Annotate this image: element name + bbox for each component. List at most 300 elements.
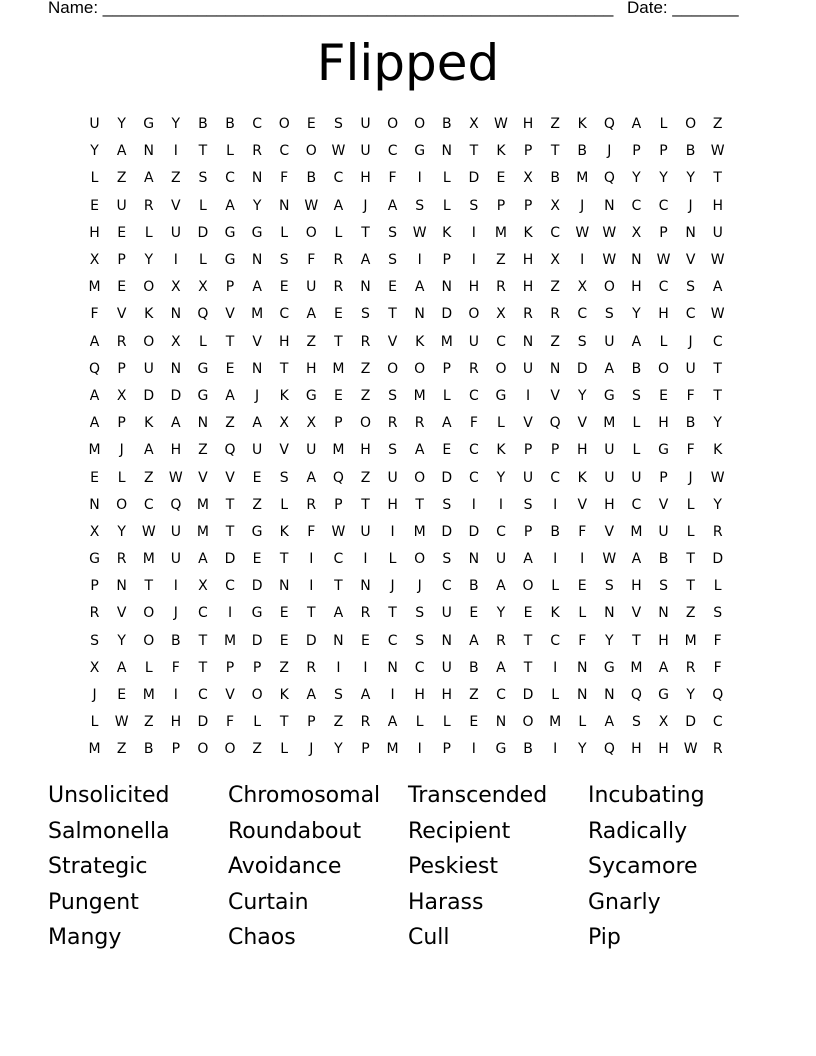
grid-letter: A [143,170,154,187]
grid-letter: B [171,632,181,649]
grid-letter: Z [360,387,371,404]
grid-letter: K [442,224,452,241]
grid-letter: Z [496,252,506,269]
grid-letter: O [495,360,507,377]
grid-letter: V [225,306,235,323]
grid-letter: L [713,578,722,595]
grid-letter: V [658,496,669,513]
grid-letter: F [578,632,587,649]
grid-letter: I [227,605,233,622]
grid-letter: G [305,387,317,404]
grid-letter: R [523,306,533,323]
grid-letter: N [387,659,398,676]
grid-letter: U [360,523,371,540]
grid-letter: F [280,170,289,187]
grid-row [81,573,731,600]
word-bank-item: Unsolicited [48,783,170,808]
grid-letter: P [307,714,316,731]
grid-letter: P [225,659,235,676]
grid-letter: C [550,224,561,241]
grid-letter: X [89,252,100,269]
grid-letter: A [496,578,506,595]
grid-letter: C [496,333,506,350]
grid-letter: E [469,605,479,622]
grid-letter: D [468,170,480,187]
grid-letter: X [198,578,208,595]
grid-letter: C [577,306,588,323]
grid-letter: N [604,197,615,214]
grid-letter: H [658,306,669,323]
grid-letter: A [252,279,262,296]
grid-letter: F [713,632,722,649]
grid-letter: X [306,415,317,432]
grid-letter: G [603,659,615,676]
grid-letter: N [360,279,371,296]
grid-letter: D [441,523,453,540]
grid-letter: P [171,741,181,758]
grid-letter: P [632,143,641,160]
grid-letter: U [306,279,317,296]
grid-letter: X [116,387,127,404]
grid-letter: E [388,279,397,296]
grid-letter: K [279,687,289,704]
grid-letter: P [523,143,533,160]
grid-letter: R [360,605,371,622]
grid-letter: F [686,442,695,459]
grid-letter: S [415,197,425,214]
grid-letter: U [712,224,723,241]
grid-letter: S [361,306,370,323]
grid-letter: N [441,279,452,296]
grid-letter: Z [143,469,154,486]
grid-letter: A [658,659,669,676]
grid-letter: I [390,523,395,540]
grid-letter: H [522,252,534,269]
grid-letter: Z [143,714,154,731]
grid-letter: S [388,442,398,459]
grid-letter: I [471,224,476,241]
grid-letter: Z [333,714,344,731]
grid-letter: B [658,551,669,568]
grid-letter: N [116,578,127,595]
grid-letter: V [550,387,560,404]
grid-letter: C [333,551,344,568]
grid-letter: C [658,197,669,214]
grid-letter: V [171,197,181,214]
grid-letter: K [496,442,506,459]
grid-row [81,356,731,383]
grid-letter: A [89,415,100,432]
grid-letter: X [171,279,181,296]
grid-letter: U [360,116,371,133]
grid-letter: W [683,741,698,758]
grid-letter: T [469,143,479,160]
grid-letter: I [525,387,531,404]
grid-letter: T [523,659,533,676]
grid-letter: V [116,605,127,622]
grid-letter: B [143,741,154,758]
grid-letter: K [577,469,587,486]
grid-letter: J [92,687,97,704]
grid-letter: C [387,143,398,160]
grid-letter: Q [549,415,561,432]
grid-letter: F [90,306,99,323]
grid-letter: O [143,632,155,649]
grid-letter: E [333,306,343,323]
grid-letter: Q [170,496,182,513]
grid-letter: E [496,170,506,187]
grid-letter: M [630,523,643,540]
grid-letter: S [442,496,452,513]
grid-letter: I [471,741,476,758]
grid-letter: R [685,659,696,676]
grid-letter: M [88,442,101,459]
grid-letter: Q [224,442,236,459]
grid-letter: D [170,387,182,404]
grid-letter: W [412,224,427,241]
grid-letter: O [603,279,615,296]
grid-letter: P [496,197,506,214]
grid-letter: O [143,605,155,622]
grid-letter: J [607,143,612,160]
grid-letter: K [144,306,154,323]
grid-letter: O [278,116,290,133]
grid-letter: K [415,333,425,350]
grid-letter: H [441,687,453,704]
grid-letter: N [495,714,507,731]
grid-row [81,682,731,709]
grid-letter: M [494,224,507,241]
grid-letter: O [468,306,480,323]
grid-letter: G [89,551,100,568]
grid-letter: S [333,116,343,133]
grid-letter: I [173,143,178,160]
grid-letter: S [388,224,398,241]
grid-letter: I [309,578,314,595]
grid-letter: Y [577,741,587,758]
grid-letter: N [170,306,182,323]
grid-letter: J [688,469,693,486]
grid-letter: H [278,333,290,350]
grid-letter: B [631,360,642,377]
grid-letter: Y [605,632,614,649]
grid-letter: K [144,415,154,432]
grid-letter: N [197,415,209,432]
grid-letter: G [603,387,615,404]
grid-letter: R [116,551,127,568]
word-bank-item: Avoidance [228,854,342,879]
grid-letter: Q [603,741,615,758]
grid-letter: U [387,469,398,486]
grid-letter: C [550,469,561,486]
grid-letter: H [522,279,534,296]
grid-letter: L [199,333,207,350]
grid-letter: P [90,578,99,595]
grid-letter: D [197,224,209,241]
grid-letter: O [522,714,534,731]
grid-letter: A [414,442,425,459]
grid-letter: O [305,224,317,241]
grid-letter: M [142,687,155,704]
grid-letter: F [307,523,316,540]
grid-letter: U [522,469,534,486]
grid-letter: A [712,279,723,296]
grid-letter: X [89,523,100,540]
grid-letter: T [198,143,208,160]
grid-letter: N [89,496,100,513]
grid-letter: Z [360,360,371,377]
grid-letter: P [442,741,451,758]
grid-letter: W [602,224,617,241]
grid-letter: F [469,415,478,432]
word-bank-item: Pip [588,925,621,950]
grid-letter: Y [686,687,695,704]
grid-letter: U [89,116,100,133]
grid-letter: M [576,170,589,187]
grid-letter: Z [198,442,208,459]
grid-letter: Y [686,170,695,187]
grid-letter: A [441,415,452,432]
grid-letter: O [414,360,426,377]
grid-letter: H [414,687,425,704]
grid-letter: Y [117,523,126,540]
grid-letter: U [170,551,181,568]
grid-letter: T [415,496,424,513]
grid-letter: Q [712,687,724,704]
grid-letter: H [631,578,642,595]
grid-letter: H [360,170,371,187]
grid-letter: R [306,496,317,513]
grid-letter: M [413,523,426,540]
grid-letter: E [279,632,289,649]
grid-letter: W [331,143,346,160]
grid-letter: K [523,224,533,241]
grid-letter: A [116,143,127,160]
grid-letter: A [225,387,235,404]
grid-letter: Y [144,252,154,269]
grid-letter: C [252,116,262,133]
grid-letter: B [469,578,479,595]
grid-letter: S [604,578,614,595]
grid-letter: T [361,496,370,513]
grid-letter: Z [225,415,235,432]
grid-letter: I [580,551,585,568]
grid-letter: U [658,523,669,540]
grid-letter: I [417,170,422,187]
grid-letter: I [553,496,558,513]
grid-letter: P [659,469,668,486]
grid-letter: N [685,224,696,241]
grid-letter: Z [550,116,560,133]
grid-letter: E [333,387,343,404]
grid-letter: I [363,659,368,676]
grid-letter: L [686,523,695,540]
grid-letter: G [251,605,263,622]
grid-letter: R [252,143,262,160]
grid-letter: Z [252,741,262,758]
grid-letter: B [523,741,533,758]
grid-letter: V [279,442,289,459]
grid-letter: T [361,224,370,241]
grid-letter: C [143,496,154,513]
grid-letter: I [580,252,585,269]
grid-letter: C [279,143,290,160]
grid-letter: D [712,551,724,568]
grid-letter: X [577,279,588,296]
grid-letter: E [361,632,370,649]
grid-letter: H [170,442,182,459]
word-bank-item: Peskiest [408,854,498,879]
grid-letter: P [523,197,533,214]
grid-letter: A [414,279,425,296]
grid-letter: E [279,279,289,296]
grid-row [81,600,731,627]
grid-letter: H [306,360,317,377]
grid-letter: C [631,197,642,214]
grid-letter: E [252,469,262,486]
grid-letter: D [251,578,263,595]
grid-letter: R [550,306,560,323]
grid-letter: N [576,687,588,704]
grid-letter: W [710,143,725,160]
grid-letter: I [363,551,368,568]
grid-letter: Z [116,741,127,758]
word-bank-item: Sycamore [588,854,698,879]
grid-letter: C [631,496,642,513]
grid-letter: R [712,741,723,758]
grid-letter: U [170,523,181,540]
grid-letter: L [117,469,126,486]
page-title: Flipped [316,34,500,92]
grid-letter: T [686,578,695,595]
grid-letter: A [523,551,533,568]
grid-letter: M [223,632,237,649]
grid-letter: G [658,687,669,704]
grid-letter: H [658,415,669,432]
grid-letter: Q [630,687,642,704]
grid-letter: T [144,578,154,595]
grid-letter: A [387,714,398,731]
word-bank-item: Pungent [48,889,139,915]
grid-letter: Y [577,387,587,404]
grid-letter: Y [334,741,343,758]
grid-letter: A [143,442,154,459]
grid-letter: N [604,687,615,704]
grid-letter: X [198,279,208,296]
grid-letter: C [712,714,723,731]
grid-letter: W [656,252,671,269]
grid-letter: N [549,360,561,377]
grid-letter: L [686,496,695,513]
grid-letter: K [713,442,723,459]
grid-letter: S [442,551,452,568]
grid-letter: U [306,442,317,459]
grid-letter: A [306,687,317,704]
grid-letter: D [305,632,317,649]
grid-letter: O [658,360,670,377]
grid-letter: C [225,578,235,595]
grid-letter: L [578,714,587,731]
grid-letter: J [390,578,395,595]
grid-letter: A [604,714,615,731]
grid-letter: E [252,551,262,568]
grid-letter: S [577,333,587,350]
grid-letter: Z [712,116,723,133]
grid-letter: P [225,279,235,296]
grid-row [81,138,731,165]
grid-letter: D [468,523,480,540]
grid-letter: Q [603,170,615,187]
grid-letter: S [279,469,289,486]
grid-letter: P [334,496,343,513]
grid-letter: D [143,387,155,404]
grid-letter: G [495,741,507,758]
grid-letter: J [255,387,260,404]
grid-letter: Y [117,116,126,133]
grid-row [81,546,731,573]
grid-letter: I [553,741,558,758]
grid-letter: J [363,197,368,214]
grid-letter: T [632,632,641,649]
grid-letter: A [306,306,317,323]
grid-letter: S [604,306,614,323]
grid-letter: I [553,659,558,676]
grid-letter: Y [713,496,722,513]
grid-letter: H [468,279,480,296]
grid-letter: A [496,659,506,676]
grid-letter: K [279,387,289,404]
grid-letter: N [631,252,642,269]
grid-row [81,274,731,301]
grid-letter: T [713,360,722,377]
grid-letter: O [387,116,399,133]
grid-letter: P [659,143,668,160]
grid-letter: T [713,170,722,187]
grid-letter: L [199,197,207,214]
grid-letter: X [658,714,669,731]
grid-letter: L [551,687,560,704]
grid-letter: L [442,170,451,187]
grid-letter: T [279,714,289,731]
grid-letter: I [417,252,422,269]
grid-letter: F [578,523,587,540]
grid-letter: L [659,116,668,133]
grid-letter: U [441,605,452,622]
grid-letter: D [441,469,453,486]
grid-letter: C [414,659,425,676]
grid-letter: L [388,551,397,568]
grid-letter: S [659,578,668,595]
grid-letter: Y [659,170,668,187]
grid-letter: B [550,170,560,187]
grid-letter: S [388,252,398,269]
grid-letter: M [88,741,101,758]
grid-letter: L [144,224,153,241]
word-bank-item: Incubating [588,783,705,808]
grid-letter: C [198,687,208,704]
grid-letter: J [309,741,314,758]
grid-letter: E [279,605,289,622]
grid-letter: C [441,578,452,595]
grid-row [81,519,731,546]
grid-letter: A [631,333,642,350]
grid-row [81,628,731,655]
grid-letter: E [442,442,452,459]
grid-letter: N [604,605,615,622]
grid-letter: G [197,360,209,377]
grid-letter: U [522,360,534,377]
grid-letter: E [90,197,99,214]
